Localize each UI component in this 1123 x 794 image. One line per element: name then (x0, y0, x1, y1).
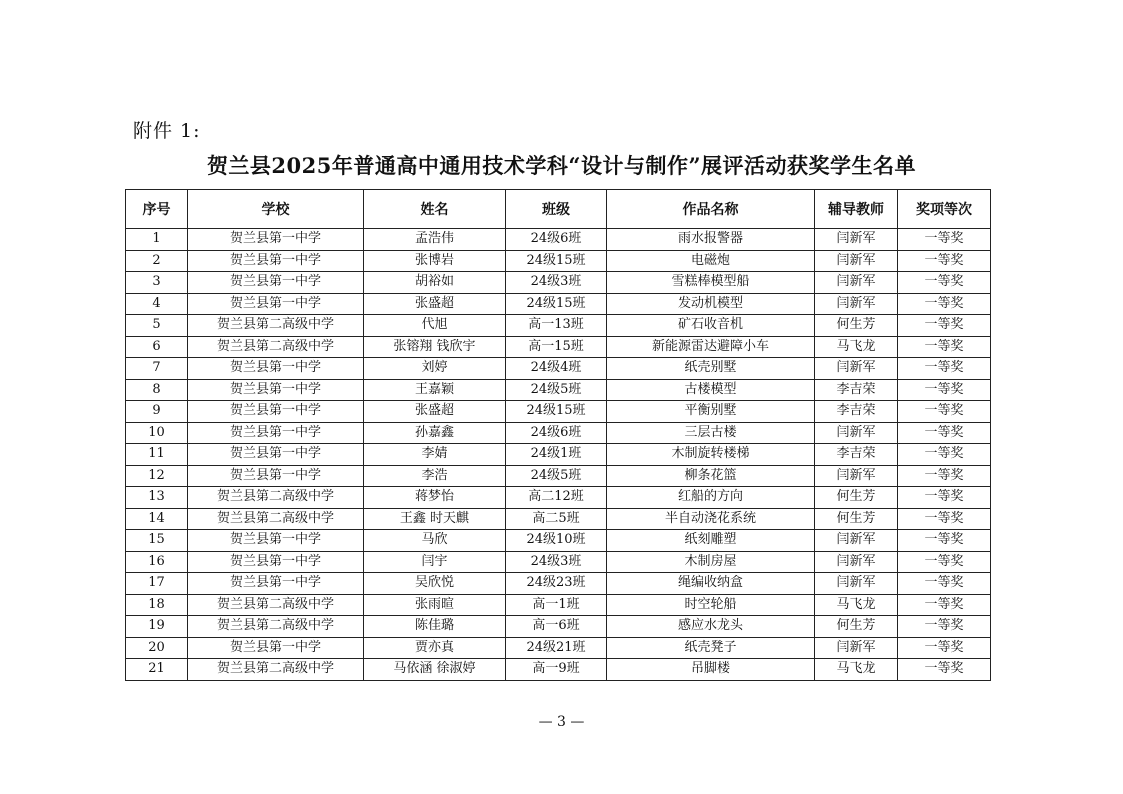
table-row (126, 272, 991, 294)
cell-name: 马依涵 徐淑婷 (364, 659, 506, 681)
cell-work: 雪糕棒模型船 (607, 272, 815, 294)
cell-index: 6 (126, 336, 188, 358)
table-row (126, 315, 991, 337)
cell-school: 贺兰县第一中学 (188, 250, 364, 272)
cell-school: 贺兰县第一中学 (188, 272, 364, 294)
cell-index: 4 (126, 293, 188, 315)
cell-teacher: 何生芳 (815, 487, 898, 509)
cell-teacher: 马飞龙 (815, 659, 898, 681)
table-row (126, 573, 991, 595)
cell-index: 5 (126, 315, 188, 337)
cell-class: 高一13班 (506, 315, 607, 337)
table-row (126, 465, 991, 487)
table-header-row (126, 190, 991, 229)
cell-school: 贺兰县第一中学 (188, 573, 364, 595)
cell-work: 吊脚楼 (607, 659, 815, 681)
cell-index: 21 (126, 659, 188, 681)
header-work: 作品名称 (607, 190, 815, 229)
cell-name: 李浩 (364, 465, 506, 487)
header-index: 序号 (126, 190, 188, 229)
cell-school: 贺兰县第一中学 (188, 637, 364, 659)
table-row (126, 551, 991, 573)
cell-teacher: 闫新军 (815, 229, 898, 251)
cell-work: 电磁炮 (607, 250, 815, 272)
cell-class: 高一15班 (506, 336, 607, 358)
cell-index: 7 (126, 358, 188, 380)
cell-index: 17 (126, 573, 188, 595)
cell-class: 24级4班 (506, 358, 607, 380)
cell-school: 贺兰县第二高级中学 (188, 315, 364, 337)
cell-index: 18 (126, 594, 188, 616)
cell-name: 吴欣悦 (364, 573, 506, 595)
cell-teacher: 闫新军 (815, 250, 898, 272)
cell-class: 24级15班 (506, 293, 607, 315)
cell-award: 一等奖 (898, 637, 991, 659)
cell-name: 刘婷 (364, 358, 506, 380)
cell-award: 一等奖 (898, 358, 991, 380)
cell-class: 高二12班 (506, 487, 607, 509)
cell-name: 张雨暄 (364, 594, 506, 616)
cell-school: 贺兰县第一中学 (188, 444, 364, 466)
cell-school: 贺兰县第一中学 (188, 422, 364, 444)
cell-name: 张盛超 (364, 293, 506, 315)
cell-index: 8 (126, 379, 188, 401)
cell-work: 矿石收音机 (607, 315, 815, 337)
cell-award: 一等奖 (898, 594, 991, 616)
cell-award: 一等奖 (898, 616, 991, 638)
cell-award: 一等奖 (898, 293, 991, 315)
cell-class: 高一1班 (506, 594, 607, 616)
cell-name: 王嘉颖 (364, 379, 506, 401)
cell-class: 24级21班 (506, 637, 607, 659)
cell-school: 贺兰县第二高级中学 (188, 616, 364, 638)
cell-index: 16 (126, 551, 188, 573)
cell-name: 孟浩伟 (364, 229, 506, 251)
award-table (125, 189, 991, 681)
header-name: 姓名 (364, 190, 506, 229)
cell-name: 贾亦真 (364, 637, 506, 659)
cell-award: 一等奖 (898, 401, 991, 423)
cell-name: 闫宇 (364, 551, 506, 573)
cell-teacher: 何生芳 (815, 315, 898, 337)
cell-index: 19 (126, 616, 188, 638)
cell-index: 2 (126, 250, 188, 272)
cell-award: 一等奖 (898, 465, 991, 487)
cell-class: 24级1班 (506, 444, 607, 466)
cell-index: 14 (126, 508, 188, 530)
cell-work: 雨水报警器 (607, 229, 815, 251)
cell-work: 发动机模型 (607, 293, 815, 315)
cell-teacher: 闫新军 (815, 358, 898, 380)
table-row (126, 336, 991, 358)
cell-award: 一等奖 (898, 272, 991, 294)
cell-index: 11 (126, 444, 188, 466)
cell-name: 蒋梦怡 (364, 487, 506, 509)
cell-work: 纸壳凳子 (607, 637, 815, 659)
cell-index: 9 (126, 401, 188, 423)
cell-school: 贺兰县第一中学 (188, 379, 364, 401)
cell-award: 一等奖 (898, 508, 991, 530)
cell-name: 代旭 (364, 315, 506, 337)
table-row (126, 508, 991, 530)
cell-class: 24级6班 (506, 422, 607, 444)
cell-school: 贺兰县第二高级中学 (188, 659, 364, 681)
cell-award: 一等奖 (898, 422, 991, 444)
cell-index: 1 (126, 229, 188, 251)
cell-name: 张博岩 (364, 250, 506, 272)
table-row (126, 487, 991, 509)
cell-name: 胡裕如 (364, 272, 506, 294)
cell-teacher: 闫新军 (815, 637, 898, 659)
table-row (126, 358, 991, 380)
header-teacher: 辅导教师 (815, 190, 898, 229)
table-body (126, 229, 991, 681)
cell-award: 一等奖 (898, 229, 991, 251)
cell-school: 贺兰县第一中学 (188, 358, 364, 380)
table-row (126, 659, 991, 681)
cell-work: 半自动浇花系统 (607, 508, 815, 530)
cell-name: 马欣 (364, 530, 506, 552)
cell-teacher: 何生芳 (815, 508, 898, 530)
cell-teacher: 李吉荣 (815, 444, 898, 466)
cell-work: 平衡别墅 (607, 401, 815, 423)
cell-work: 纸壳别墅 (607, 358, 815, 380)
cell-school: 贺兰县第一中学 (188, 293, 364, 315)
cell-work: 新能源雷达避障小车 (607, 336, 815, 358)
cell-teacher: 闫新军 (815, 465, 898, 487)
cell-class: 24级5班 (506, 379, 607, 401)
cell-school: 贺兰县第二高级中学 (188, 487, 364, 509)
cell-teacher: 闫新军 (815, 422, 898, 444)
cell-index: 15 (126, 530, 188, 552)
cell-name: 陈佳璐 (364, 616, 506, 638)
cell-class: 24级5班 (506, 465, 607, 487)
cell-work: 三层古楼 (607, 422, 815, 444)
cell-award: 一等奖 (898, 573, 991, 595)
cell-index: 20 (126, 637, 188, 659)
cell-teacher: 李吉荣 (815, 379, 898, 401)
cell-index: 10 (126, 422, 188, 444)
table-row (126, 379, 991, 401)
attachment-label: 附件 1: (133, 120, 201, 142)
header-award: 奖项等次 (898, 190, 991, 229)
cell-award: 一等奖 (898, 444, 991, 466)
cell-teacher: 何生芳 (815, 616, 898, 638)
cell-award: 一等奖 (898, 250, 991, 272)
cell-name: 张盛超 (364, 401, 506, 423)
cell-teacher: 闫新军 (815, 530, 898, 552)
cell-name: 孙嘉鑫 (364, 422, 506, 444)
cell-work: 红船的方向 (607, 487, 815, 509)
cell-school: 贺兰县第一中学 (188, 229, 364, 251)
cell-award: 一等奖 (898, 530, 991, 552)
table-row (126, 422, 991, 444)
cell-name: 王鑫 时天麒 (364, 508, 506, 530)
cell-index: 12 (126, 465, 188, 487)
cell-school: 贺兰县第二高级中学 (188, 508, 364, 530)
cell-teacher: 马飞龙 (815, 336, 898, 358)
cell-award: 一等奖 (898, 379, 991, 401)
table-row (126, 250, 991, 272)
cell-class: 24级15班 (506, 401, 607, 423)
cell-class: 24级6班 (506, 229, 607, 251)
cell-teacher: 李吉荣 (815, 401, 898, 423)
cell-award: 一等奖 (898, 315, 991, 337)
cell-school: 贺兰县第一中学 (188, 551, 364, 573)
cell-school: 贺兰县第一中学 (188, 530, 364, 552)
cell-school: 贺兰县第一中学 (188, 465, 364, 487)
table-row (126, 229, 991, 251)
cell-work: 木制房屋 (607, 551, 815, 573)
cell-work: 木制旋转楼梯 (607, 444, 815, 466)
cell-school: 贺兰县第二高级中学 (188, 336, 364, 358)
cell-teacher: 闫新军 (815, 551, 898, 573)
cell-name: 张镕翔 钱欣宇 (364, 336, 506, 358)
cell-index: 13 (126, 487, 188, 509)
page-number: — 3 — (538, 714, 585, 730)
cell-work: 感应水龙头 (607, 616, 815, 638)
table-row (126, 530, 991, 552)
cell-class: 24级3班 (506, 551, 607, 573)
cell-teacher: 闫新军 (815, 573, 898, 595)
cell-work: 纸刻雕塑 (607, 530, 815, 552)
cell-class: 24级10班 (506, 530, 607, 552)
table-row (126, 444, 991, 466)
document-title: 贺兰县2025年普通高中通用技术学科“设计与制作”展评活动获奖学生名单 (206, 153, 917, 178)
cell-class: 24级23班 (506, 573, 607, 595)
cell-class: 高二5班 (506, 508, 607, 530)
cell-work: 绳编收纳盒 (607, 573, 815, 595)
cell-class: 24级15班 (506, 250, 607, 272)
cell-teacher: 闫新军 (815, 272, 898, 294)
table-row (126, 594, 991, 616)
cell-class: 24级3班 (506, 272, 607, 294)
cell-work: 古楼模型 (607, 379, 815, 401)
header-class: 班级 (506, 190, 607, 229)
table-row (126, 637, 991, 659)
cell-award: 一等奖 (898, 336, 991, 358)
cell-work: 柳条花篮 (607, 465, 815, 487)
cell-class: 高一6班 (506, 616, 607, 638)
table-row (126, 401, 991, 423)
cell-award: 一等奖 (898, 551, 991, 573)
table-row (126, 293, 991, 315)
cell-award: 一等奖 (898, 487, 991, 509)
cell-school: 贺兰县第二高级中学 (188, 594, 364, 616)
cell-index: 3 (126, 272, 188, 294)
cell-teacher: 闫新军 (815, 293, 898, 315)
cell-award: 一等奖 (898, 659, 991, 681)
cell-teacher: 马飞龙 (815, 594, 898, 616)
cell-name: 李婧 (364, 444, 506, 466)
cell-school: 贺兰县第一中学 (188, 401, 364, 423)
header-school: 学校 (188, 190, 364, 229)
table-row (126, 616, 991, 638)
cell-class: 高一9班 (506, 659, 607, 681)
cell-work: 时空轮船 (607, 594, 815, 616)
